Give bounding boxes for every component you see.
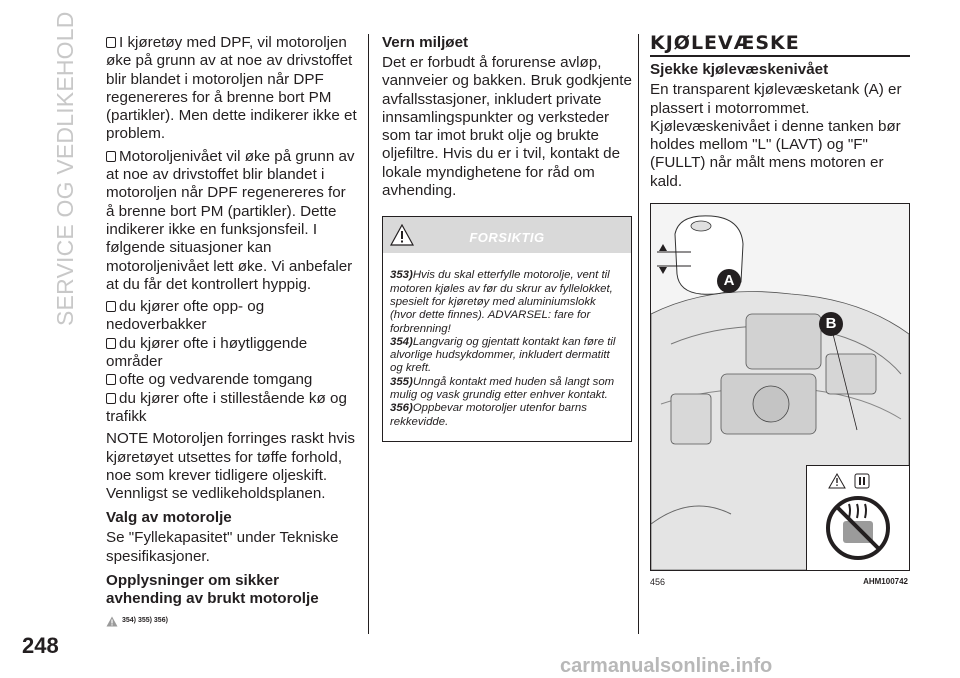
- figure-caption: [650, 573, 908, 588]
- side-title-text: SERVICE OG VEDLIKEHOLD: [52, 11, 78, 326]
- page-number: 248: [22, 633, 59, 658]
- bullet-icon: [106, 301, 116, 312]
- warning-icon: [106, 616, 118, 627]
- no-open-hot-cap-icon: [807, 466, 909, 570]
- warning-inset: [806, 465, 909, 570]
- paragraph-dpf-2: Motoroljenivået vil øke på grunn av at noe av drivstoffet blir blandet i motoroljen når DPF regenereres for å brenne bort PM (partikler). Dette indikerer ikke en funksjonsfeil. I følgende situasjoner kan motoroljenivået lett øke. Vi anbefaler at du får det kontrollert hyppig.: [106, 147, 355, 293]
- heading-sjekke: Sjekke kjølevæskenivået: [650, 61, 829, 79]
- caution-item: 356)Oppbevar motoroljer utenfor barns rekkevidde.: [390, 402, 587, 428]
- list-item: du kjører ofte i høytliggende områder: [106, 334, 308, 371]
- label-b: B: [819, 312, 843, 336]
- bullet-icon: [106, 374, 116, 385]
- column-2: [382, 34, 632, 442]
- figure-number: 456: [650, 577, 666, 588]
- coolant-text: En transparent kjølevæsketank (A) er plassert i motorrommet. Kjølevæskenivået i denne tanken bør holdes mellom "L" (LAVT) og "F" (FULLT) når målt mens motoren er kald.: [650, 81, 902, 190]
- bullet-icon: [106, 393, 116, 404]
- figure-code: AHM100742: [863, 577, 908, 587]
- bullet-icon: [106, 151, 116, 162]
- column-divider-1: [368, 34, 369, 634]
- footer-watermark: carmanualsonline.info: [560, 655, 773, 677]
- caution-item: 354)Langvarig og gjentatt kontakt kan føre til alvorlige hudsykdommer, inkludert dermatitt og kreft.: [390, 335, 616, 375]
- references: 354) 355) 356): [106, 612, 358, 630]
- column-3: [650, 32, 910, 588]
- column-divider-2: [638, 34, 639, 634]
- caution-header: [383, 217, 631, 253]
- bullet-icon: [106, 37, 116, 48]
- caution-item: 355)Unngå kontakt med huden så langt som mulig og vask grundig etter enhver kontakt.: [390, 375, 615, 402]
- label-a: A: [717, 269, 741, 293]
- list-item: du kjører ofte opp- og nedoverbakker: [106, 298, 265, 334]
- bullet-icon: [106, 338, 116, 349]
- list-item: du kjører ofte i stillestående kø og trafikk: [106, 389, 347, 425]
- note-paragraph: NOTE Motoroljen forringes raskt hvis kjøretøyet utsettes for tøffe forhold, noe som krever tidligere oljeskift. Vennligst se vedlikeholdsplanen.: [106, 430, 355, 503]
- heading-opplysninger: Opplysninger om sikker avhending av brukt motorolje: [106, 572, 319, 608]
- caution-title: FORSIKTIG: [469, 230, 545, 246]
- section-header: KJØLEVÆSKE: [650, 34, 910, 57]
- caution-item: 353)Hvis du skal etterfylle motorolje, vent til motoren kjøles av før du skrur av fyllelokket, spesielt for kjøretøy med aluminiumslokk (hvor dette finnes). ADVARSEL: fare for forbrenning!: [390, 269, 613, 335]
- list-item: ofte og vedvarende tomgang: [106, 371, 358, 389]
- caution-box: [382, 216, 632, 442]
- vern-text: Det er forbudt å forurense avløp, vannveier og bakken. Bruk godkjente avfallsstasjoner, inkludert private innsamlingspunkter og verksteder som tar imot brukt olje og brukte oljefiltre. Hvis du er i tvil, kontakt de lokale myndighetene for råd om avhending.: [382, 54, 632, 200]
- column-1: [106, 34, 358, 630]
- caution-body: [383, 253, 631, 441]
- engine-figure: [650, 203, 910, 571]
- paragraph-dpf-1: I kjøretøy med DPF, vil motoroljen øke på grunn av at noe av drivstoffet blir blandet i motoroljen når DPF regenereres for å brenne bort PM (partikler). Men dette indikerer ikke et problem.: [106, 34, 357, 143]
- side-section-title: [52, 11, 82, 326]
- valg-text: Se "Fyllekapasitet" under Tekniske spesifikasjoner.: [106, 529, 339, 565]
- heading-vern: Vern miljøet: [382, 34, 469, 51]
- heading-valg: Valg av motorolje: [106, 509, 232, 527]
